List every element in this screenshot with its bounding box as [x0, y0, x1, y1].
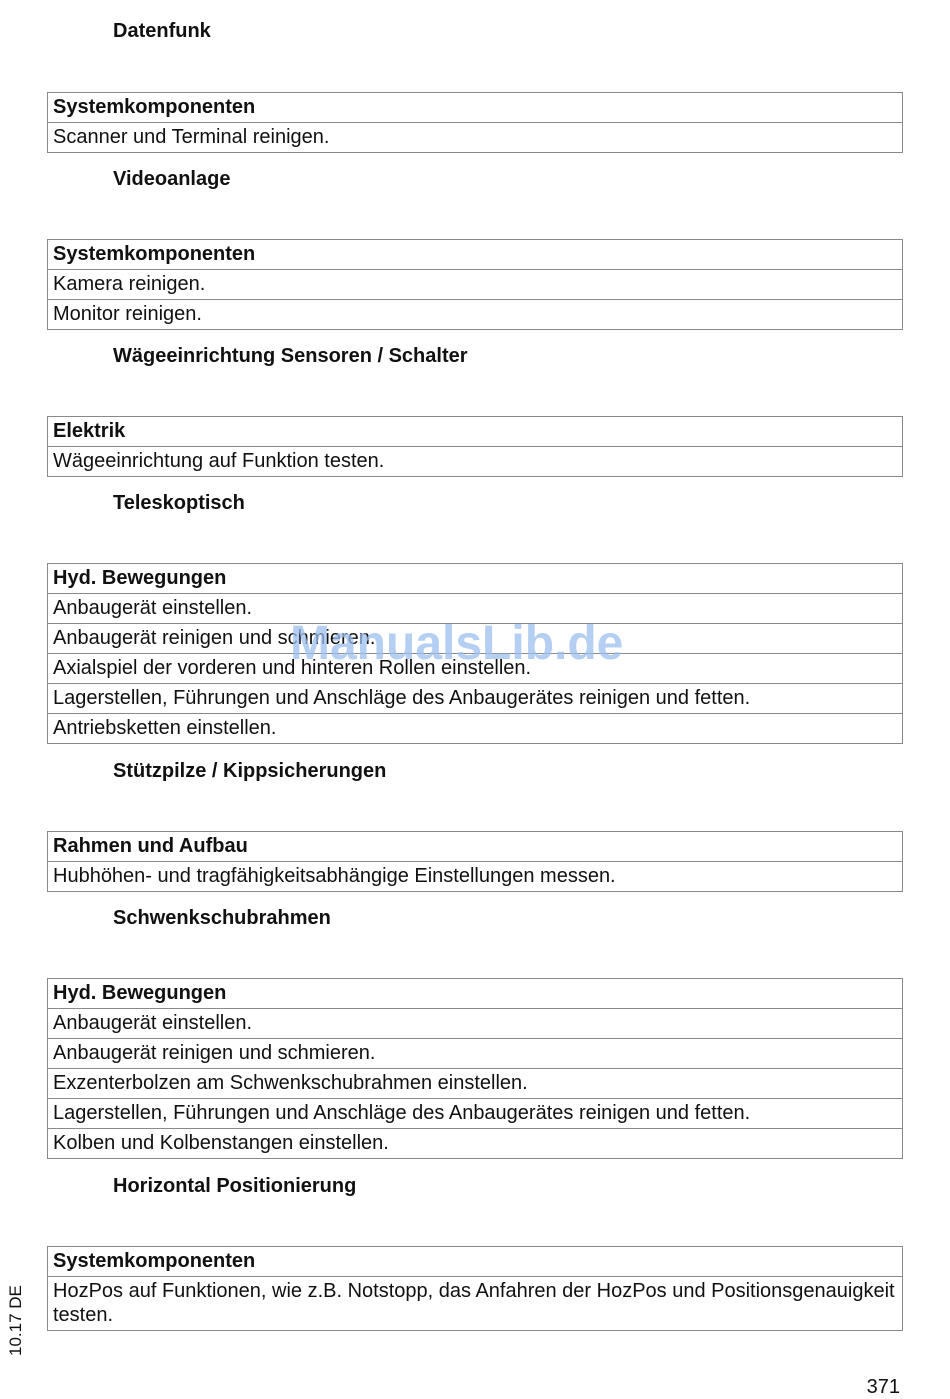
table-row: Lagerstellen, Führungen und Anschläge des Anbaugerätes reinigen und fetten. — [48, 684, 903, 714]
document-date-code: 10.17 DE — [6, 1285, 25, 1356]
table-category-header: Systemkomponenten — [48, 240, 903, 270]
page-number: 371 — [866, 1376, 900, 1398]
section-heading: Wägeeinrichtung Sensoren / Schalter — [113, 345, 468, 367]
section-heading: Horizontal Positionierung — [113, 1175, 357, 1197]
table-row: Kolben und Kolbenstangen einstellen. — [48, 1129, 903, 1159]
maintenance-table — [47, 978, 903, 1159]
table-row: Anbaugerät einstellen. — [48, 594, 903, 624]
section-heading: Schwenkschubrahmen — [113, 907, 331, 929]
table-row: Anbaugerät reinigen und schmieren. — [48, 624, 903, 654]
section-heading: Datenfunk — [113, 20, 211, 42]
maintenance-table — [47, 831, 903, 892]
maintenance-table — [47, 239, 903, 330]
table-row: Hubhöhen- und tragfähigkeitsabhängige Einstellungen messen. — [48, 862, 903, 892]
maintenance-table — [47, 92, 903, 153]
table-row: Exzenterbolzen am Schwenkschubrahmen einstellen. — [48, 1069, 903, 1099]
table-row: Anbaugerät einstellen. — [48, 1009, 903, 1039]
maintenance-table — [47, 416, 903, 477]
maintenance-table — [47, 563, 903, 744]
table-row: Kamera reinigen. — [48, 270, 903, 300]
table-row: Anbaugerät reinigen und schmieren. — [48, 1039, 903, 1069]
table-row: HozPos auf Funktionen, wie z.B. Notstopp, das Anfahren der HozPos und Positionsgenauigkeit testen. — [48, 1277, 903, 1331]
table-category-header: Hyd. Bewegungen — [48, 979, 903, 1009]
table-row: Scanner und Terminal reinigen. — [48, 123, 903, 153]
table-row: Axialspiel der vorderen und hinteren Rollen einstellen. — [48, 654, 903, 684]
watermark: ManualsLib.de — [290, 617, 624, 670]
table-category-header: Systemkomponenten — [48, 93, 903, 123]
table-row: Wägeeinrichtung auf Funktion testen. — [48, 447, 903, 477]
table-category-header: Systemkomponenten — [48, 1247, 903, 1277]
section-heading: Teleskoptisch — [113, 492, 245, 514]
maintenance-table — [47, 1246, 903, 1331]
section-heading: Stützpilze / Kippsicherungen — [113, 760, 387, 782]
table-row: Lagerstellen, Führungen und Anschläge des Anbaugerätes reinigen und fetten. — [48, 1099, 903, 1129]
table-category-header: Hyd. Bewegungen — [48, 564, 903, 594]
table-category-header: Elektrik — [48, 417, 903, 447]
table-row: Antriebsketten einstellen. — [48, 714, 903, 744]
table-row: Monitor reinigen. — [48, 300, 903, 330]
section-heading: Videoanlage — [113, 168, 231, 190]
table-category-header: Rahmen und Aufbau — [48, 832, 903, 862]
